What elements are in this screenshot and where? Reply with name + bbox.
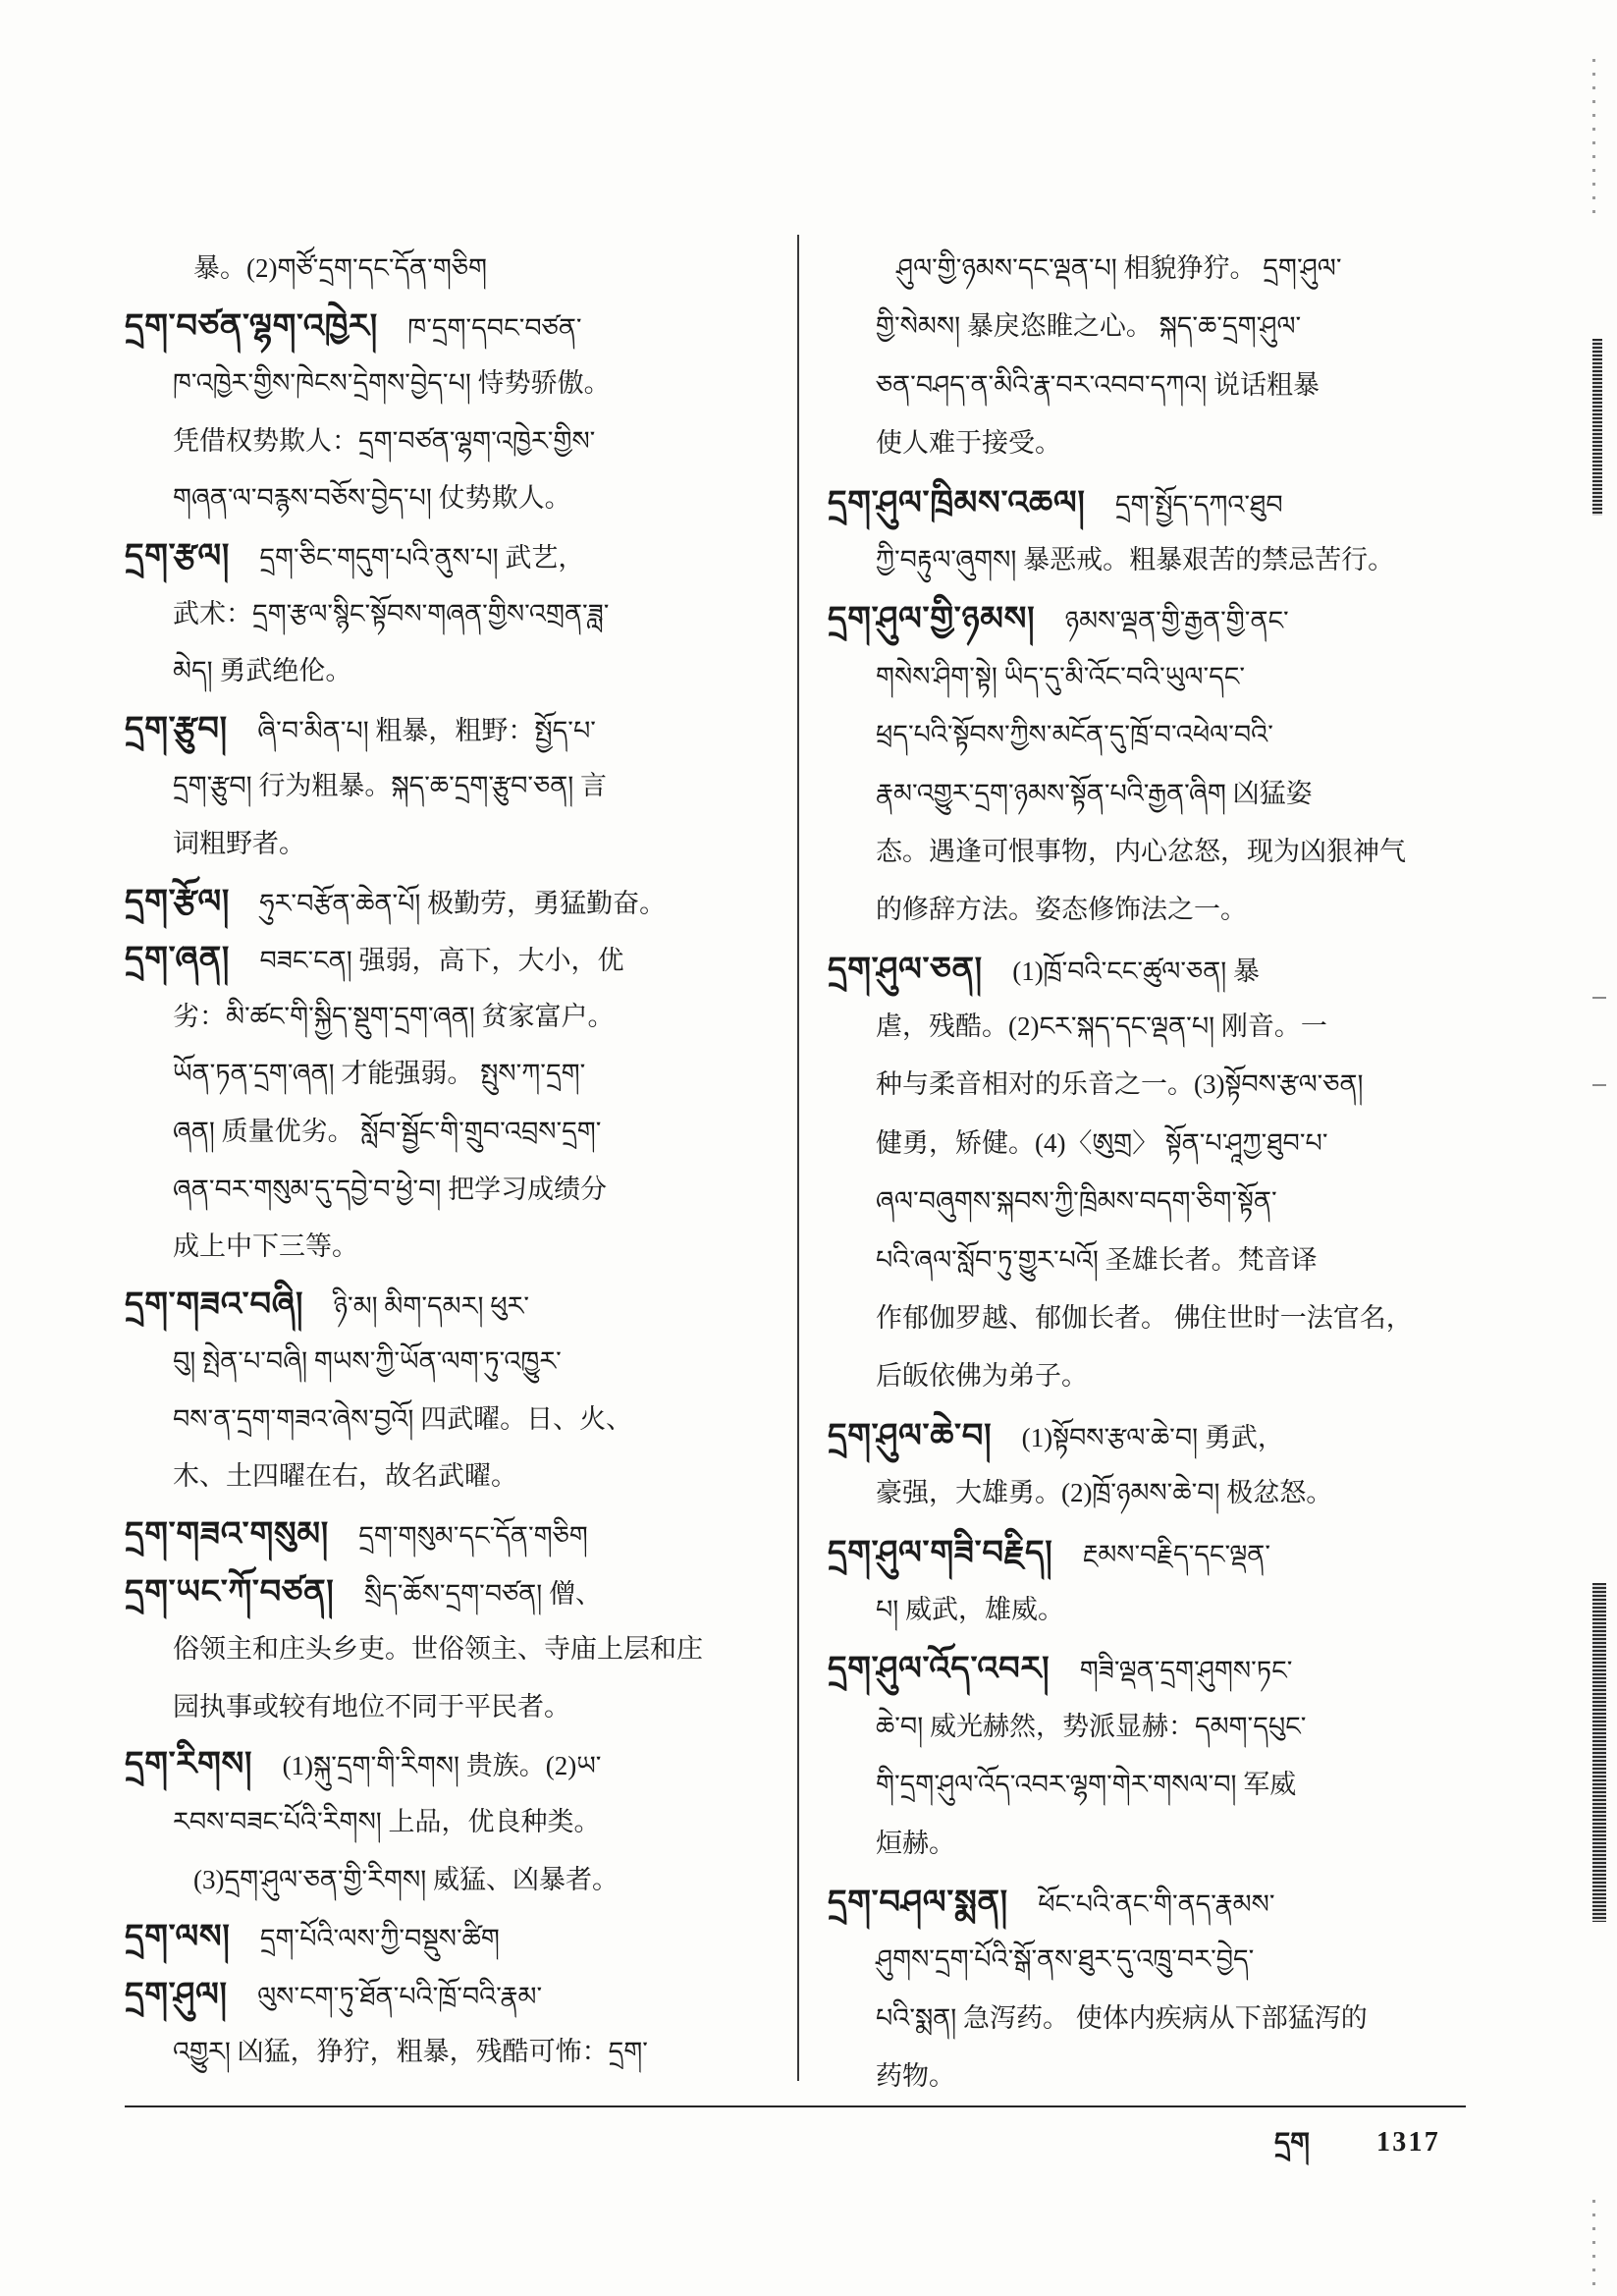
text-line [125,412,776,470]
definition-text: 成上中下三等。 [173,1231,358,1262]
text-line [125,1218,776,1276]
definition-text: བུ། སྤེན་པ་བཞི། གཡས་ཀྱི་ཡོན་ལག་ཏུ་འཁྱུར་ [173,1346,562,1377]
column-right [828,240,1465,2106]
entry-headword: དྲག་ལས། [125,1917,231,1956]
running-head: དྲག [1274,2126,1310,2159]
text-line [125,240,776,298]
entry-line [828,1639,1465,1697]
text-line [125,1678,776,1736]
definition-text: ཕོང་པའི་ནང་གི་ནད་རྣམས་ [1038,1888,1275,1919]
text-line [828,706,1465,764]
scan-edge-mark [1592,59,1595,221]
definition-text: 种与柔音相对的乐音之一。(3)སྟོབས་རྩལ་ཅན། [876,1069,1364,1100]
definition-text: དྲག་སྤྱོད་དཀའ་ཐུབ [1114,489,1283,519]
text-line [828,648,1465,706]
text-line [125,988,776,1046]
text-line [828,1231,1465,1289]
definition-text: 豪强，大雄勇。(2)ཁྲོ་ཉམས་ཆེ་བ། 极忿怒。 [876,1478,1333,1508]
text-line [828,414,1465,472]
text-line [125,1793,776,1851]
definition-text: 使人难于接受。 [876,428,1061,459]
entry-line [125,1735,776,1793]
text-line [125,757,776,815]
definition-text: 木、土四曜在右，故名武曜。 [173,1461,517,1492]
text-line [125,1620,776,1678]
definition-text: 武术：དྲག་རྩལ་སྙིང་སྟོབས་གཞན་གྱིས་འགྲན་ཟླ་ [173,598,610,629]
definition-text: ཧུར་བརྩོན་ཆེན་པོ། 极勤劳，勇猛勤奋。 [259,888,667,918]
definition-text: ཞན་བར་གསུམ་དུ་དབྱེ་བ་ཕྱེ་བ། 把学习成绩分 [173,1174,608,1204]
text-line [125,1851,776,1909]
definition-text: (1)སྐུ་དྲག་གི་རིགས། 贵族。(2)ཡ་ [282,1751,602,1781]
definition-text: བས་ན་དྲག་གཟའ་ཞེས་བྱའོ། 四武曜。日、火、 [173,1403,633,1434]
definition-text: ཕྲད་པའི་སྟོབས་ཀྱིས་མངོན་དུ་ཁྲོ་བ་འཕེལ་བའི་ [876,720,1273,750]
definition-text: པའི་སྨན། 急泻药。 使体内疾病从下部猛泻的 [876,2002,1368,2033]
definition-text: ཉི་མ། མིག་དམར། ཕུར་ [333,1290,529,1321]
entry-headword: དྲག་རིགས། [125,1744,253,1783]
text-line [828,881,1465,939]
text-line [125,1045,776,1103]
entry-line [125,930,776,988]
definition-text: གསེས་ཤིག་སྟེ། ཡིད་དུ་མི་འོང་བའི་ཡུལ་དང་ [876,661,1246,691]
text-line [125,585,776,643]
scan-edge-mark [1592,2200,1595,2286]
entry-headword: དྲག་ཡང་ཀོ་བཙན། [125,1571,335,1611]
entry-headword: དྲག་རྩུབ། [125,708,228,747]
text-line [828,1990,1465,2048]
page-number: 1317 [1376,2127,1440,2158]
text-line [125,1448,776,1505]
column-left [125,240,776,2081]
text-line [125,642,776,700]
definition-text: 作郁伽罗越、郁伽长者。 佛住世时一法官名， [876,1303,1413,1334]
definition-text: 烜赫。 [876,1828,955,1858]
text-line [125,2023,776,2081]
text-line [828,1115,1465,1173]
entry-line [828,1523,1465,1581]
entry-headword: དྲག་བཤལ་སྨན། [828,1882,1008,1921]
entry-line [828,1406,1465,1464]
definition-text: (3)དྲག་ཤུལ་ཅན་གྱི་རིགས། 威猛、凶暴者。 [193,1864,620,1894]
definition-text: རབས་བཟང་པོའི་རིགས། 上品，优良种类。 [173,1807,601,1837]
scan-edge-mark [1592,339,1602,516]
definition-text: 后皈依佛为弟子。 [876,1361,1088,1392]
text-line [828,356,1465,414]
definition-text: སྲིད་ཆོས་དྲག་བཙན། 僧、 [363,1578,603,1609]
text-line [828,1289,1465,1347]
definition-text: ཞལ་བཞུགས་སྐབས་ཀྱི་ཁྲིམས་བདག་ཅིག་སྟོན་ [876,1186,1277,1217]
entry-headword: དྲག་ཤུལ་འོད་འབར། [828,1649,1051,1688]
entry-line [125,1505,776,1563]
entry-headword: དྲག་རྩོལ། [125,881,231,920]
scan-edge-mark [1592,1084,1606,1086]
definition-text: 药物。 [876,2061,955,2092]
definition-text: ཤུགས་དྲག་པོའི་སྒོ་ནས་ཐུར་དུ་འཁྲུ་བར་བྱེད་ [876,1944,1255,1975]
entry-headword: དྲག་ཤུལ་ཆེ་བ། [828,1415,993,1454]
definition-text: བཟང་ངན། 强弱，高下，大小，优 [259,946,624,976]
definition-text: དྲག་ཅིང་གདུག་པའི་ནུས་པ། 武艺， [259,542,585,573]
definition-text: ཀྱི་བརྟུལ་ཞུགས། 暴恶戒。粗暴艰苦的禁忌苦行。 [876,544,1395,574]
text-line [125,1161,776,1219]
text-line [828,1931,1465,1989]
definition-text: ཁ་འཁྱེར་གྱིས་ཁེངས་དྲེགས་བྱེད་པ། 恃势骄傲。 [173,368,611,399]
definition-text: (1)ཁྲོ་བའི་ངང་ཚུལ་ཅན། 暴 [1012,956,1260,986]
text-line [125,469,776,527]
definition-text: པ། 威武，雄威。 [876,1594,1065,1624]
entry-line [125,527,776,585]
definition-text: ཆེ་བ། 威光赫然，势派显赫：དམག་དཔུང་ [876,1711,1307,1741]
entry-line [125,1563,776,1621]
entry-line [828,589,1465,647]
text-line [828,1698,1465,1756]
entry-headword: དྲག་ཤུལ་གྱི་ཉམས། [828,599,1036,638]
definition-text: 态。遇逢可恨事物，内心忿怒，现为凶狠神气 [876,836,1406,866]
text-line [828,1056,1465,1114]
text-line [828,1581,1465,1639]
definition-text: 暴。(2)གཙོ་དྲག་དང་དོན་གཅིག [193,253,488,283]
text-line [828,298,1465,355]
scan-edge-mark [1592,997,1606,999]
text-line [125,815,776,873]
definition-text: རྣམ་འགྱུར་དྲག་ཉམས་སྟོན་པའི་རྒྱན་ཞིག 凶猛姿 [876,778,1313,808]
entry-headword: དྲག་གཟའ་བཞི། [125,1284,304,1323]
entry-line [125,1908,776,1966]
definition-text: པའི་ཞལ་སློབ་ཏུ་གྱུར་པའོ། 圣雄长者。梵音译 [876,1244,1318,1275]
entry-line [828,940,1465,998]
definition-text: དྲག་གསུམ་དང་དོན་གཅིག [358,1521,588,1552]
definition-text: 虐，残酷。(2)ངར་སྐད་དང་ལྡན་པ། 刚音。一 [876,1011,1327,1042]
text-line [828,240,1465,298]
text-line [828,765,1465,823]
definition-text: 健勇，矫健。(4)〈ཨུགྲ〉 སྟོན་པ་ཤཱཀྱ་ཐུབ་པ་ [876,1127,1328,1158]
definition-text: འགྱུར། 凶猛，狰狞，粗暴，残酷可怖：དྲག་ [173,2037,648,2067]
text-line [125,1333,776,1391]
entry-headword: དྲག་ཤུལ། [125,1974,228,2013]
entry-line [125,873,776,931]
definition-text: གཞན་ལ་བརྙས་བཅོས་བྱེད་པ། 仗势欺人。 [173,483,571,514]
definition-text: གི་དྲག་ཤུལ་འོད་འབར་ལྷག་གེར་གསལ་བ། 军威 [876,1770,1297,1800]
text-line [125,355,776,412]
entry-headword: དྲག་ཤུལ་གཟི་བརྗིད། [828,1532,1053,1571]
definition-text: ཞན། 质量优劣。 སློབ་སྦྱོང་གི་གྲུབ་འབྲས་དྲག་ [173,1116,602,1146]
entry-line [828,1873,1465,1931]
entry-headword: དྲག་གཟའ་གསུམ། [125,1514,329,1554]
definition-text: 词粗野者。 [173,828,305,858]
definition-text: 劣：མི་ཚང་གི་སྐྱིད་སྡུག་དྲག་ཞན། 贫家富户。 [173,1001,615,1031]
definition-text: དྲག་པོའི་ལས་ཀྱི་བསྡུས་ཚིག [259,1924,500,1954]
text-line [828,1347,1465,1405]
entry-headword: དྲག་རྩལ། [125,535,231,574]
definition-text: ཡོན་ཏན་དྲག་ཞན། 才能强弱。 སྤུས་ཀ་དྲག་ [173,1059,586,1089]
definition-text: གཟི་ལྡན་དྲག་ཤུགས་ཏང་ [1079,1656,1293,1686]
text-line [828,1464,1465,1522]
entry-line [828,473,1465,531]
definition-text: གྱི་སེམས། 暴戾恣睢之心。 སྐད་ཆ་དྲག་ཤུལ་ [876,311,1302,342]
text-line [125,1391,776,1449]
text-line [828,1815,1465,1873]
definition-text: 俗领主和庄头乡吏。世俗领主、寺庙上层和庄 [173,1634,703,1665]
entry-headword: དྲག་ཤུལ་ཁྲིམས་འཆལ། [828,482,1086,521]
definition-text: དྲག་རྩུབ། 行为粗暴。སྐད་ཆ་དྲག་རྩུབ་ཅན། 言 [173,771,608,801]
definition-text: 的修辞方法。姿态修饰法之一。 [876,895,1247,925]
definition-text: ཉམས་ལྡན་གྱི་རྒྱན་གྱི་ནང་ [1064,606,1289,636]
text-line [828,531,1465,589]
entry-line [125,700,776,758]
entry-line [125,298,776,355]
text-line [125,1103,776,1161]
definition-text: ཅན་བཤད་ན་མིའི་རྣ་བར་འབབ་དཀའ། 说话粗暴 [876,369,1321,400]
text-line [828,1173,1465,1230]
column-divider [797,235,799,2081]
entry-line [125,1966,776,2024]
definition-text: 园执事或较有地位不同于平民者。 [173,1691,570,1722]
text-line [828,823,1465,881]
text-line [828,1756,1465,1814]
text-line [828,2048,1465,2105]
definition-text: (1)སྟོབས་རྩལ་ཆེ་བ། 勇武， [1021,1422,1284,1452]
text-line [828,998,1465,1056]
definition-text: མེད། 勇武绝伦。 [173,656,352,686]
definition-text: ཞི་བ་མིན་པ། 粗暴，粗野：སྤྱོད་པ་ [257,715,596,745]
definition-text: ཁ་དྲག་དབང་བཙན་ [407,312,582,343]
definition-text: 凭借权势欺人：དྲག་བཙན་ལྷག་འཁྱེར་གྱིས་ [173,425,596,456]
definition-text: རྔམས་བརྗིད་དང་ལྡན་ [1082,1539,1270,1569]
entry-headword: དྲག་ཤུལ་ཅན། [828,949,983,988]
scan-edge-mark [1592,1583,1606,1922]
definition-text: ཤུལ་གྱི་ཉམས་དང་ལྡན་པ། 相貌狰狞。 དྲག་ཤུལ་ [896,253,1342,283]
entry-headword: དྲག་ཞན། [125,939,231,978]
definition-text: ལུས་ངག་ཏུ་ཐོན་པའི་ཁྲོ་བའི་རྣམ་ [257,1981,543,2011]
footer-rule [125,2105,1466,2107]
entry-headword: དྲག་བཙན་ལྷག་འཁྱེར། [125,305,378,345]
entry-line [125,1276,776,1334]
